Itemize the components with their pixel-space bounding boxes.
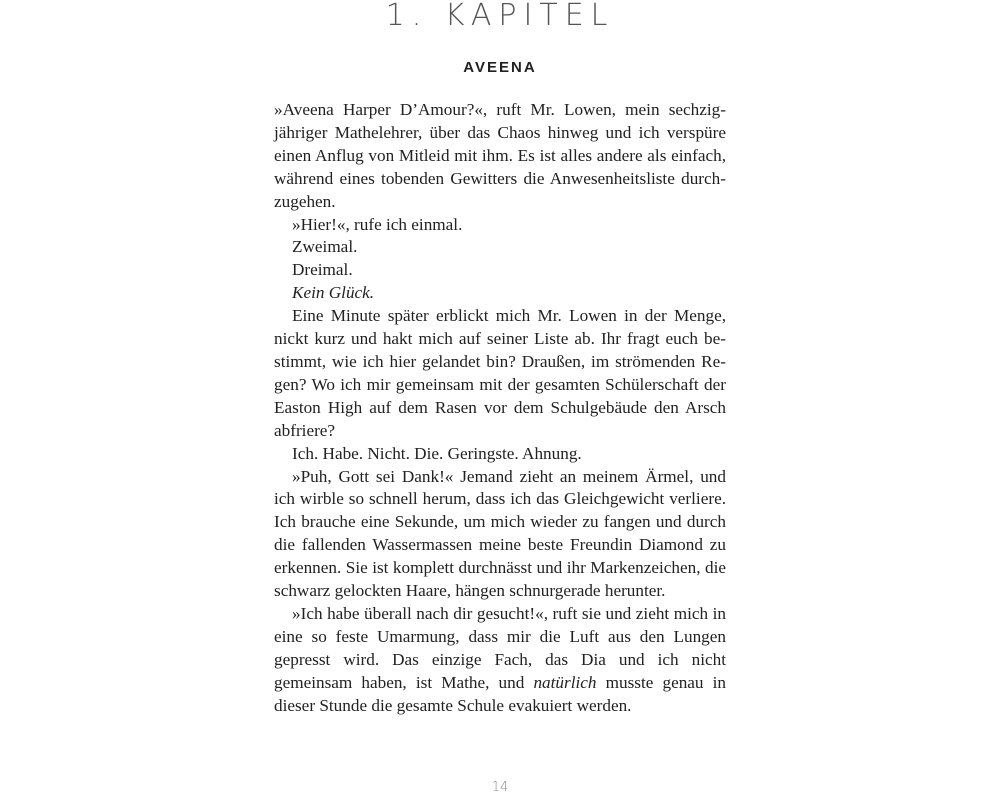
paragraph-italic	[274, 282, 726, 305]
chapter-pov-heading: AVEENA	[463, 59, 537, 76]
paragraph: Dreimal.	[292, 260, 353, 280]
chapter-title: 1. KAPITEL	[385, 0, 615, 33]
paragraph: Zweimal.	[292, 237, 358, 257]
paragraph: »Puh, Gott sei Dank!« Jemand zieht an meinem Ärmel, und ich wirble so schnell herum, dass ich das Gleichgewicht verliere. Ich brauche eine Sekunde, um mich wieder zu fangen und durch die fallenden Wassermassen meine beste Freundin Diamond zu erkennen. Sie ist komplett durchnässt und ihr Markenzeichen, die schwarz gelockten Haare, hängen schnurgerade herunter.	[274, 466, 726, 601]
text-run: musste genau in dieser Stunde die gesamte Schule evakuiert werden.	[274, 672, 726, 715]
paragraph: »Aveena Harper D’Amour?«, ruft Mr. Lowen, mein sechzigjähriger Mathelehrer, über das Chaos hinweg und ich verspüre einen Anflug von Mitleid mit ihm. Es ist alles andere als einfach, während eines tobenden Gewitters die Anwesenheitsliste durchzugehen.	[274, 100, 726, 211]
body-text	[274, 99, 726, 717]
italic-text: Kein Glück.	[292, 283, 375, 303]
page-number: 14	[491, 780, 509, 795]
paragraph: Ich. Habe. Nicht. Die. Geringste. Ahnung.	[292, 443, 582, 463]
text-run: »Ich habe überall nach dir gesucht!«, ruft sie und zieht mich in eine so feste Umarmung, dass mir die Luft aus den Lungen gepresst wird. Das einzige Fach, das Dia und ich nicht gemeinsam haben, ist Mathe, und	[274, 603, 726, 692]
paragraph: Eine Minute später erblickt mich Mr. Lowen in der Menge, nickt kurz und hakt mich auf seiner Liste ab. Ihr fragt euch bestimmt, wie ich hier gelandet bin? Draußen, im strömenden Regen? Wo ich mir gemeinsam mit der gesamten Schülerschaft der Easton High auf dem Rasen vor dem Schulgebäude den Arsch abfriere?	[274, 306, 726, 440]
paragraph	[274, 603, 726, 718]
paragraph: »Hier!«, rufe ich einmal.	[292, 214, 463, 234]
italic-text: natürlich	[533, 672, 597, 692]
